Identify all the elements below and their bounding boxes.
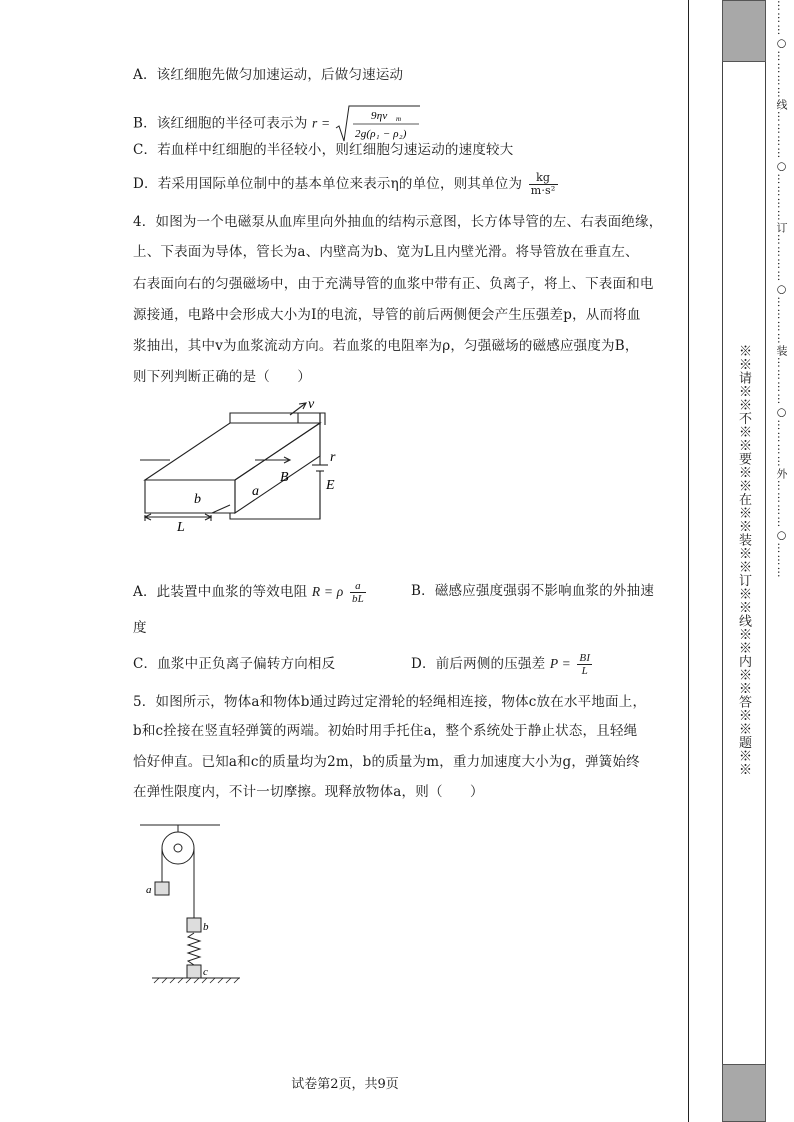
q4-line-3: 右表面向右的匀强磁场中，由于充满导管的血浆中带有正、负离子，将上、下表面和电 <box>133 276 654 292</box>
label-L: L <box>177 520 185 535</box>
q4-option-a-frac <box>350 580 366 605</box>
q4-a-den: bL <box>351 593 364 605</box>
q3-option-b <box>133 104 421 144</box>
label-v: v <box>308 397 315 412</box>
q4-option-d <box>411 652 594 677</box>
q3-option-d-unit <box>529 172 558 197</box>
em-pump-figure <box>130 395 360 535</box>
q4-line-2: 上、下表面为导体，管长为a、内壁高为b、宽为L且内壁光滑。将导管放在垂直左、 <box>133 244 639 260</box>
q3-b-den: 2g(ρ₁ − ρ₂) <box>354 128 407 140</box>
pipe-right-face <box>235 423 320 513</box>
block-a <box>155 882 169 895</box>
q3-sqrt-formula <box>335 104 421 144</box>
q3-unit-den: m·s² <box>530 184 556 197</box>
seal-line: ………○…………线…………○…………订…………○…………装…………○…………外…………○……… <box>775 0 788 579</box>
label-c: c <box>203 966 208 978</box>
q4-option-b-line2: 度 <box>133 620 147 636</box>
sqrt-sign-icon <box>335 104 421 144</box>
q5-line-2: b和c拴接在竖直轻弹簧的两端。初始时用手托住a，整个系统处于静止状态，且轻绳 <box>133 723 638 739</box>
page-footer: 试卷第2页，共9页 <box>291 1077 399 1092</box>
q4-option-a-lhs: R = ρ <box>311 584 344 599</box>
q5-line-3: 恰好伸直。已知a和c的质量均为2m，b的质量为m，重力加速度大小为g，弹簧始终 <box>133 754 640 770</box>
q3-option-b-text: B．该红细胞的半径可表示为 <box>133 115 308 132</box>
q4-option-a-text: A．此装置中血浆的等效电阻 <box>133 584 308 600</box>
q4-a-num: a <box>350 580 366 593</box>
pipe-front-face <box>145 480 235 513</box>
q4-option-d-text: D．前后两侧的压强差 <box>411 656 546 672</box>
q3-option-b-lhs: r = <box>312 115 331 131</box>
q3-unit-num: kg <box>529 172 558 185</box>
label-a: a <box>146 884 152 896</box>
binding-gray-top <box>722 0 766 62</box>
q4-d-num: BI <box>579 652 591 664</box>
q4-line-1: 4．如图为一个电磁泵从血库里向外抽血的结构示意图，长方体导管的左、右表面绝缘， <box>133 214 663 230</box>
q4-option-d-lhs: P = <box>549 656 571 671</box>
pipe-top-face <box>145 423 320 480</box>
q3-option-c: C．若血样中红细胞的半径较小，则红细胞匀速运动的速度较大 <box>133 142 514 158</box>
block-b <box>187 918 201 932</box>
q3-option-d-text: D．若采用国际单位制中的基本单位来表示η的单位，则其单位为 <box>133 176 523 192</box>
q4-line-6: 则下列判断正确的是（ ） <box>133 369 312 385</box>
q4-line-5: 浆抽出，其中v为血浆流动方向。若血浆的电阻率为ρ，匀强磁场的磁感应强度为B， <box>133 338 639 354</box>
q4-line-4: 源接通，电路中会形成大小为I的电流，导管的前后两侧便会产生压强差p，从而将血 <box>133 307 641 323</box>
q5-line-1: 5．如图所示，物体a和物体b通过跨过定滑轮的轻绳相连接，物体c放在水平地面上， <box>133 694 647 710</box>
label-B: B <box>280 470 289 485</box>
pulley-figure <box>138 820 248 985</box>
q4-d-den: L <box>581 665 588 677</box>
bottom-wire <box>230 490 320 519</box>
q5-line-4: 在弹性限度内，不计一切摩擦。现释放物体a，则（ ） <box>133 784 484 800</box>
q4-option-d-frac <box>577 652 592 677</box>
q4-option-a <box>133 580 368 605</box>
block-c <box>187 965 201 978</box>
q4-option-b-line1: B．磁感应强度强弱不影响血浆的外抽速 <box>411 583 655 599</box>
q3-option-d <box>133 172 560 197</box>
label-E: E <box>326 478 335 493</box>
label-a: a <box>252 484 259 499</box>
label-b: b <box>194 492 201 507</box>
q3-b-num-sub: m <box>395 115 402 123</box>
label-b: b <box>203 921 209 933</box>
spring <box>188 933 200 965</box>
no-answer-warning: ※※请※※不※※要※※在※※装※※订※※线※※内※※答※※题※※ <box>736 344 751 776</box>
binding-gray-bottom <box>722 1064 766 1122</box>
binding-rail-line <box>688 0 689 1122</box>
q3-option-a: A．该红细胞先做匀加速运动，后做匀速运动 <box>133 67 404 83</box>
label-r: r <box>330 450 336 465</box>
q3-b-num: 9ηv <box>370 110 388 122</box>
q4-option-c: C．血浆中正负离子偏转方向相反 <box>133 656 336 672</box>
